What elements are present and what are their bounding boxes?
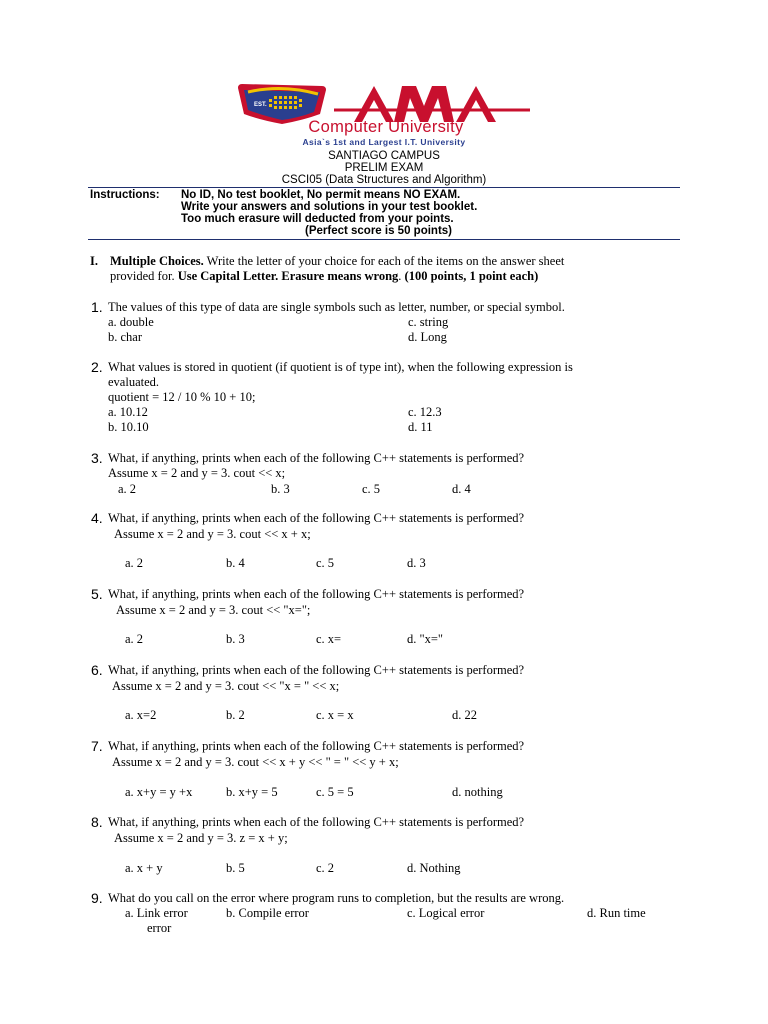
- question-number: 9.: [91, 890, 103, 906]
- section-text: .: [398, 269, 405, 283]
- section-title: Multiple Choices.: [110, 254, 204, 268]
- section-intro-line2: [110, 269, 538, 284]
- choice-b: b. 2: [226, 708, 245, 722]
- choice-c: c. 5: [316, 556, 335, 570]
- question-text: What, if anything, prints when each of the following C++ statements is performed?: [108, 451, 525, 465]
- campus-title: SANTIAGO CAMPUS: [328, 150, 440, 162]
- choice-d: d. 22: [452, 708, 477, 722]
- choice-c: c. 12.3: [408, 405, 442, 419]
- choice-b: b. x+y = 5: [226, 785, 278, 799]
- instruction-line: Too much erasure will deducted from your points.: [181, 213, 454, 225]
- choice-a: a. 2: [118, 482, 137, 496]
- choice-d: d. Nothing: [407, 861, 461, 875]
- question-text: evaluated.: [108, 375, 160, 389]
- choice-c: c. string: [408, 315, 449, 329]
- choice-c: c. Logical error: [407, 906, 485, 920]
- course-title: CSCI05 (Data Structures and Algorithm): [281, 174, 487, 186]
- top-divider: [88, 187, 680, 188]
- choice-d: d. 3: [407, 556, 426, 570]
- question-number: 4.: [91, 510, 103, 526]
- question-number: 3.: [91, 450, 103, 466]
- choice-b: b. 4: [226, 556, 245, 570]
- question-number: 5.: [91, 586, 103, 602]
- logo-university-name: Computer University: [308, 118, 464, 136]
- question-text: What values is stored in quotient (if quotient is of type int), when the following expression is: [108, 360, 573, 374]
- choice-b: b. 3: [271, 482, 290, 496]
- section-intro-line1: [110, 254, 564, 269]
- choice-c: c. 5 = 5: [316, 785, 354, 799]
- question-text: What do you call on the error where program runs to completion, but the results are wrong.: [108, 891, 565, 905]
- svg-text:EST.: EST.: [254, 102, 267, 108]
- question-number: 7.: [91, 738, 103, 754]
- choice-b: b. 10.10: [108, 420, 149, 434]
- choice-a-wrap: error: [147, 921, 172, 935]
- question-statement: Assume x = 2 and y = 3. cout << "x=";: [116, 603, 311, 617]
- section-emphasis: Use Capital Letter. Erasure means wrong: [177, 269, 399, 283]
- choice-c: c. 5: [362, 482, 381, 496]
- exam-title: PRELIM EXAM: [344, 162, 424, 174]
- choice-d: d. 4: [452, 482, 471, 496]
- instruction-line: No ID, No test booklet, No permit means NO EXAM.: [181, 189, 461, 201]
- question-text: What, if anything, prints when each of the following C++ statements is performed?: [108, 511, 525, 525]
- question-number: 2.: [91, 359, 103, 375]
- question-number: 6.: [91, 662, 103, 678]
- question-number: 1.: [91, 299, 103, 315]
- question-statement: Assume x = 2 and y = 3. z = x + y;: [114, 831, 288, 845]
- choice-a: a. double: [108, 315, 154, 329]
- question-text: What, if anything, prints when each of the following C++ statements is performed?: [108, 739, 525, 753]
- choice-a: a. 2: [125, 632, 144, 646]
- choice-a: a. 10.12: [108, 405, 148, 419]
- choice-b: b. 3: [226, 632, 245, 646]
- choice-d: d. "x=": [407, 632, 444, 646]
- question-statement: Assume x = 2 and y = 3. cout << "x = " << x;: [112, 679, 340, 693]
- question-text: What, if anything, prints when each of the following C++ statements is performed?: [108, 663, 525, 677]
- question-statement: Assume x = 2 and y = 3. cout << x + x;: [114, 527, 311, 541]
- section-points: (100 points, 1 point each): [404, 269, 539, 283]
- choice-d: d. nothing: [452, 785, 503, 799]
- choice-a: a. 2: [125, 556, 144, 570]
- choice-c: c. 2: [316, 861, 335, 875]
- question-text: The values of this type of data are single symbols such as letter, number, or special symbol.: [108, 300, 565, 314]
- question-statement: Assume x = 2 and y = 3. cout << x;: [108, 466, 286, 480]
- choice-a: a. x + y: [125, 861, 163, 875]
- choice-a: a. x=2: [125, 708, 157, 722]
- instructions-label: Instructions:: [90, 189, 160, 201]
- choice-d: d. Run time: [587, 906, 646, 920]
- logo-tagline: Asia`s 1st and Largest I.T. University: [302, 137, 466, 147]
- choice-b: b. Compile error: [226, 906, 309, 920]
- section-number: I.: [90, 254, 98, 268]
- choice-b: b. 5: [226, 861, 245, 875]
- perfect-score-note: (Perfect score is 50 points): [305, 225, 452, 237]
- choice-c: c. x=: [316, 632, 342, 646]
- choice-b: b. char: [108, 330, 143, 344]
- section-text: Write the letter of your choice for each of the items on the answer sheet: [203, 254, 565, 268]
- choice-d: d. Long: [408, 330, 447, 344]
- question-text: What, if anything, prints when each of the following C++ statements is performed?: [108, 815, 525, 829]
- choice-a: a. x+y = y +x: [125, 785, 193, 799]
- question-statement: Assume x = 2 and y = 3. cout << x + y << " = " << y + x;: [112, 755, 399, 769]
- instruction-line: Write your answers and solutions in your test booklet.: [181, 201, 478, 213]
- ama-logo: [234, 80, 534, 150]
- question-number: 8.: [91, 814, 103, 830]
- choice-c: c. x = x: [316, 708, 354, 722]
- question-text: What, if anything, prints when each of the following C++ statements is performed?: [108, 587, 525, 601]
- section-text: provided for.: [110, 269, 178, 283]
- question-expression: quotient = 12 / 10 % 10 + 10;: [108, 390, 256, 404]
- bottom-divider: [88, 239, 680, 240]
- choice-d: d. 11: [408, 420, 433, 434]
- choice-a: a. Link error: [125, 906, 188, 920]
